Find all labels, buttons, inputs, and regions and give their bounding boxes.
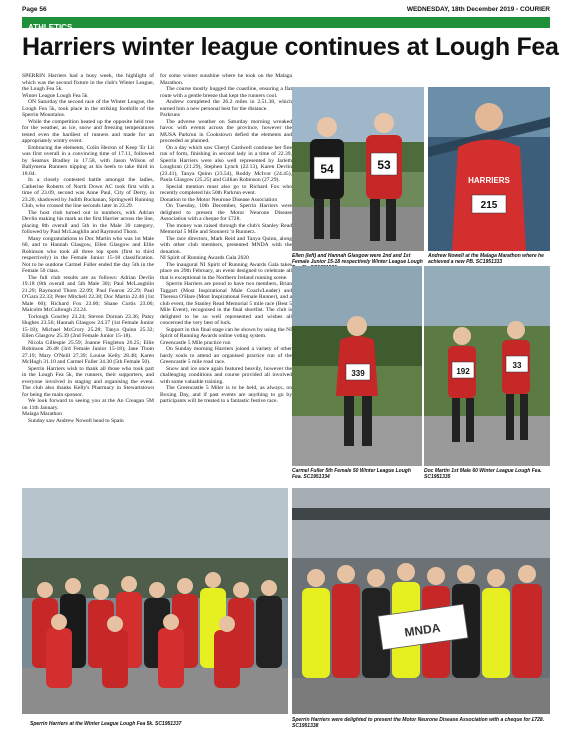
bib-number: 215 xyxy=(480,200,498,211)
subheading: Parkruns xyxy=(160,112,180,118)
bib-number: 33 xyxy=(512,361,522,370)
paragraph: On a day which saw Cheryl Cardwell continue her fine run of form, finishing in second lady in a time of 22.39, Sperrin Harriers were also well represented by Jarleth Loughran (21.29), Stephen Lynch (22.13), Karen Devlin (23.41), Tanya Quinn (23.54), Roddy McIvor (24.45), Paula Glasgow (25.25) and Gillian Robinson (27.29). xyxy=(160,144,292,183)
paragraph: Embracing the elements, Colin Herron of Keep 'Er Lit was first overall in a convincing time of 17.11, followed by Seamus Bradley in 17.58, with Jason Wilson of Ballymena Runners nipping at his heels to take third in 18.04. xyxy=(22,144,154,177)
caption: Sperrin Harriers at the Winter League Lough Fea 5k. SC1951337 xyxy=(30,721,182,727)
paragraph: The Greencastle 5 Miler is to be held, as always, on Boxing Day, and if past events are anything to go by participants will be treated to a fantastic festive race. xyxy=(160,385,292,404)
photo-andrew-nowell xyxy=(428,87,550,251)
bib-number: 54 xyxy=(320,162,334,176)
subheading: Winter League Lough Fea 5k xyxy=(22,92,88,99)
paragraph: Many congratulations to Doc Martin who was 1st Male 60, and to Hannah Glasgow, Ellen Glasgow and Ellie Robinson who took all three top spots (first to third respectively) in the Female Junior 15-18 classification. Not to be outdone Carmel Fuller ended the day 5th in the Female 50 class. xyxy=(22,235,154,274)
paragraph: The adverse weather on Saturday morning wreaked havoc with events across the province, however the MUSA Parkrun in Cookstown defied the elements and proceeded as planned. xyxy=(160,118,292,144)
paragraph: Andrew completed the 26.2 miles in 2.51.38, which earned him a new personal best for the distance. xyxy=(160,99,292,112)
paragraph: Nicola Gillespie 25.59; Joanne Fingleton 26.25; Ellie Robinson 26.48 (3rd Female Junior 15-18); Jane Thom 27.19; Mary O'Neill 27.39; Louise Kelly 28.48; Karen McHugh 31.10 and Carmel Fuller 34.30 (5th Female 50). xyxy=(22,339,154,365)
bib-number: 192 xyxy=(456,367,470,376)
caption: Andrew Nowell at the Malaga Marathon where he achieved a new PB. SC1951333 xyxy=(428,253,544,265)
caption: Ellen (left) and Hannah Glasgow were 2nd and 1st Female Junior 15-18 respectively Winter League Lough xyxy=(292,253,423,265)
paragraph: Sperrin Harriers wish to thank all those who took part in the Lough Fea 5k, the runners, their supporters, and everyone involved in staging and organising the event. The club also thanks Kelly's Pharmacy in Stewartstown for being the main sponsor. xyxy=(22,365,154,398)
paragraph: The full club results are as follows: Adrian Devlin 19.18 (8th overall and 5th Male 30); Paul McLaughlin 21.29; Raymond Thom 22.09; Paul Fearon 22.29; Paul O'Gara 22.33; Peter Mitchell 22.38; Doc Martin 22.46 (1st Male 60); Richard Fox 23.00; Shane Curtis 23.06; Malcolm McCullough 23.24. xyxy=(22,274,154,313)
paragraph: Snow and ice once again featured heavily, however the challenging conditions and course provided all involved with some valuable training. xyxy=(160,365,292,385)
paragraph: On Sunday morning Harriers joined a variety of other hardy souls to attend an organised practice run of the Greencastle 5 mile road race. xyxy=(160,346,292,365)
bib-number: 339 xyxy=(351,369,365,378)
photo-mnda-cheque xyxy=(292,488,550,714)
subheading: Greencastle 5 Mile practice run xyxy=(160,339,231,346)
section-label: ATHLETICS xyxy=(28,23,73,32)
paragraph: The money was raised through the club's Stanley Read Memorial 5 Mile and Stonnerz 'n Runnerz. xyxy=(160,222,292,235)
paragraph: Sperrin Harriers are proud to have two members, Brian Taggart (Most Inspirational Male Coach/Leader) and Theresa O'Hare (Most Inspirational Female Runner), and a club event, the Stanley Read Memorial 5 mile race (Best 5 Mile Event), recognised in the final shortlist. The club is delighted to be so well represented and wishes all concerned the very best of luck. xyxy=(160,281,292,326)
caption: Carmel Fuller 5th Female 50 Winter League Lough Fea. SC1951334 xyxy=(292,468,411,480)
subheading: NI Spirit of Running Awards Gala 2020 xyxy=(160,255,249,261)
paragraph: In a closely contested battle amongst the ladies, Catherine Roberts of North Down AC took first with a time of 23.09, second was Anne Paul, City of Derry, in 23.20, shadowed by Judith Buchanan, Springwell Running Club, who crossed the line seconds later in 23.29. xyxy=(22,177,154,209)
bib-number: 53 xyxy=(377,158,391,172)
headline: Harriers winter league continues at Lough Fea xyxy=(22,33,559,61)
paragraph: On Tuesday, 10th December, Sperrin Harriers were delighted to present the Motor Neurone Disease Association with a cheque for £728. xyxy=(160,203,292,222)
paragraph: Sunday saw Andrew Nowell head to Spain xyxy=(28,417,124,424)
caption: Sperrin Harriers were delighted to present the Motor Neurone Disease Association with a cheque for £728. SC1951338 xyxy=(292,717,545,729)
paragraph: The course mostly hugged the coastline, ensuring a flat route with a gentle breeze that kept the runners cool. xyxy=(160,86,292,99)
paragraph: ON Saturday the second race of the Winter League, the Lough Fea 5k, took place in the striking foothills of the Sperrin Mountains. xyxy=(22,99,154,118)
subheading: Malaga Marathon xyxy=(22,411,62,417)
page-header xyxy=(22,6,550,16)
photo-glasgow-sisters xyxy=(292,87,424,251)
page-number: Page 56 xyxy=(22,6,47,13)
photo-doc-martin xyxy=(424,266,550,466)
caption: Doc Martin 1st Male 60 Winter League Lough Fea. SC1951335 xyxy=(424,468,542,480)
shirt-text: HARRIERS xyxy=(468,176,510,185)
paragraph: Support in this final stage can be shown by using the NI Spirit of Running Awards online voting system. xyxy=(160,326,292,339)
paragraph: We look forward to seeing you at the An Creagan 5M on 11th January. xyxy=(22,398,154,411)
paragraph: The inaugural NI Spirit of Running Awards Gala takes place on 29th February, an event designed to celebrate all that is exceptional in the Northern Ireland running scene. xyxy=(160,261,292,281)
paragraph: for some winter sunshine where he took on the Malaga Marathon. xyxy=(160,73,292,86)
paragraph: The host club turned out in numbers, with Adrian Devlin making his mark as the first Harrier across the line, placing 8th overall and 5th in the Male 30 category, followed by Paul McLaughlin and Raymond Thom. xyxy=(22,209,154,235)
paragraph: SPERRIN Harriers had a busy week, the highlight of which was the second fixture in the club's Winter League, the Lough Fea 5k. xyxy=(22,73,154,92)
paragraph: The race directors, Mark Reid and Tanya Quinn, along with other club members, presented MNDA with the donation. xyxy=(160,235,292,255)
paragraph: Torlough Gourley 23.24; Steven Dornan 23.36; Patsy Hughes 23.56; Hannah Glasgow 24.37 (1st Female Junior 15-18); Michael McCrory 25.28; Tanya Quinn 25.32; Ellen Glasgow 25.39 (2nd Female Junior 15-18). xyxy=(22,313,154,339)
issue-date: WEDNESDAY, 18th December 2019 - COURIER xyxy=(406,6,550,13)
article-column-2 xyxy=(160,73,292,488)
cheque-text: MNDA xyxy=(403,620,442,640)
subheading: Donation to the Motor Neurone Disease Association xyxy=(160,196,278,203)
photo-group-lough-fea xyxy=(22,488,288,714)
article-column-1 xyxy=(22,73,154,483)
paragraph: Special mention must also go to Richard Fox who recently completed his 50th Parkrun event. xyxy=(160,183,292,196)
photo-carmel-fuller xyxy=(292,266,422,466)
paragraph: While the competition heated up the opposite held true for the weather, as ice, snow and freezing temperatures tested even the hardiest of runners and made for an appropriately wintry event. xyxy=(22,118,154,144)
